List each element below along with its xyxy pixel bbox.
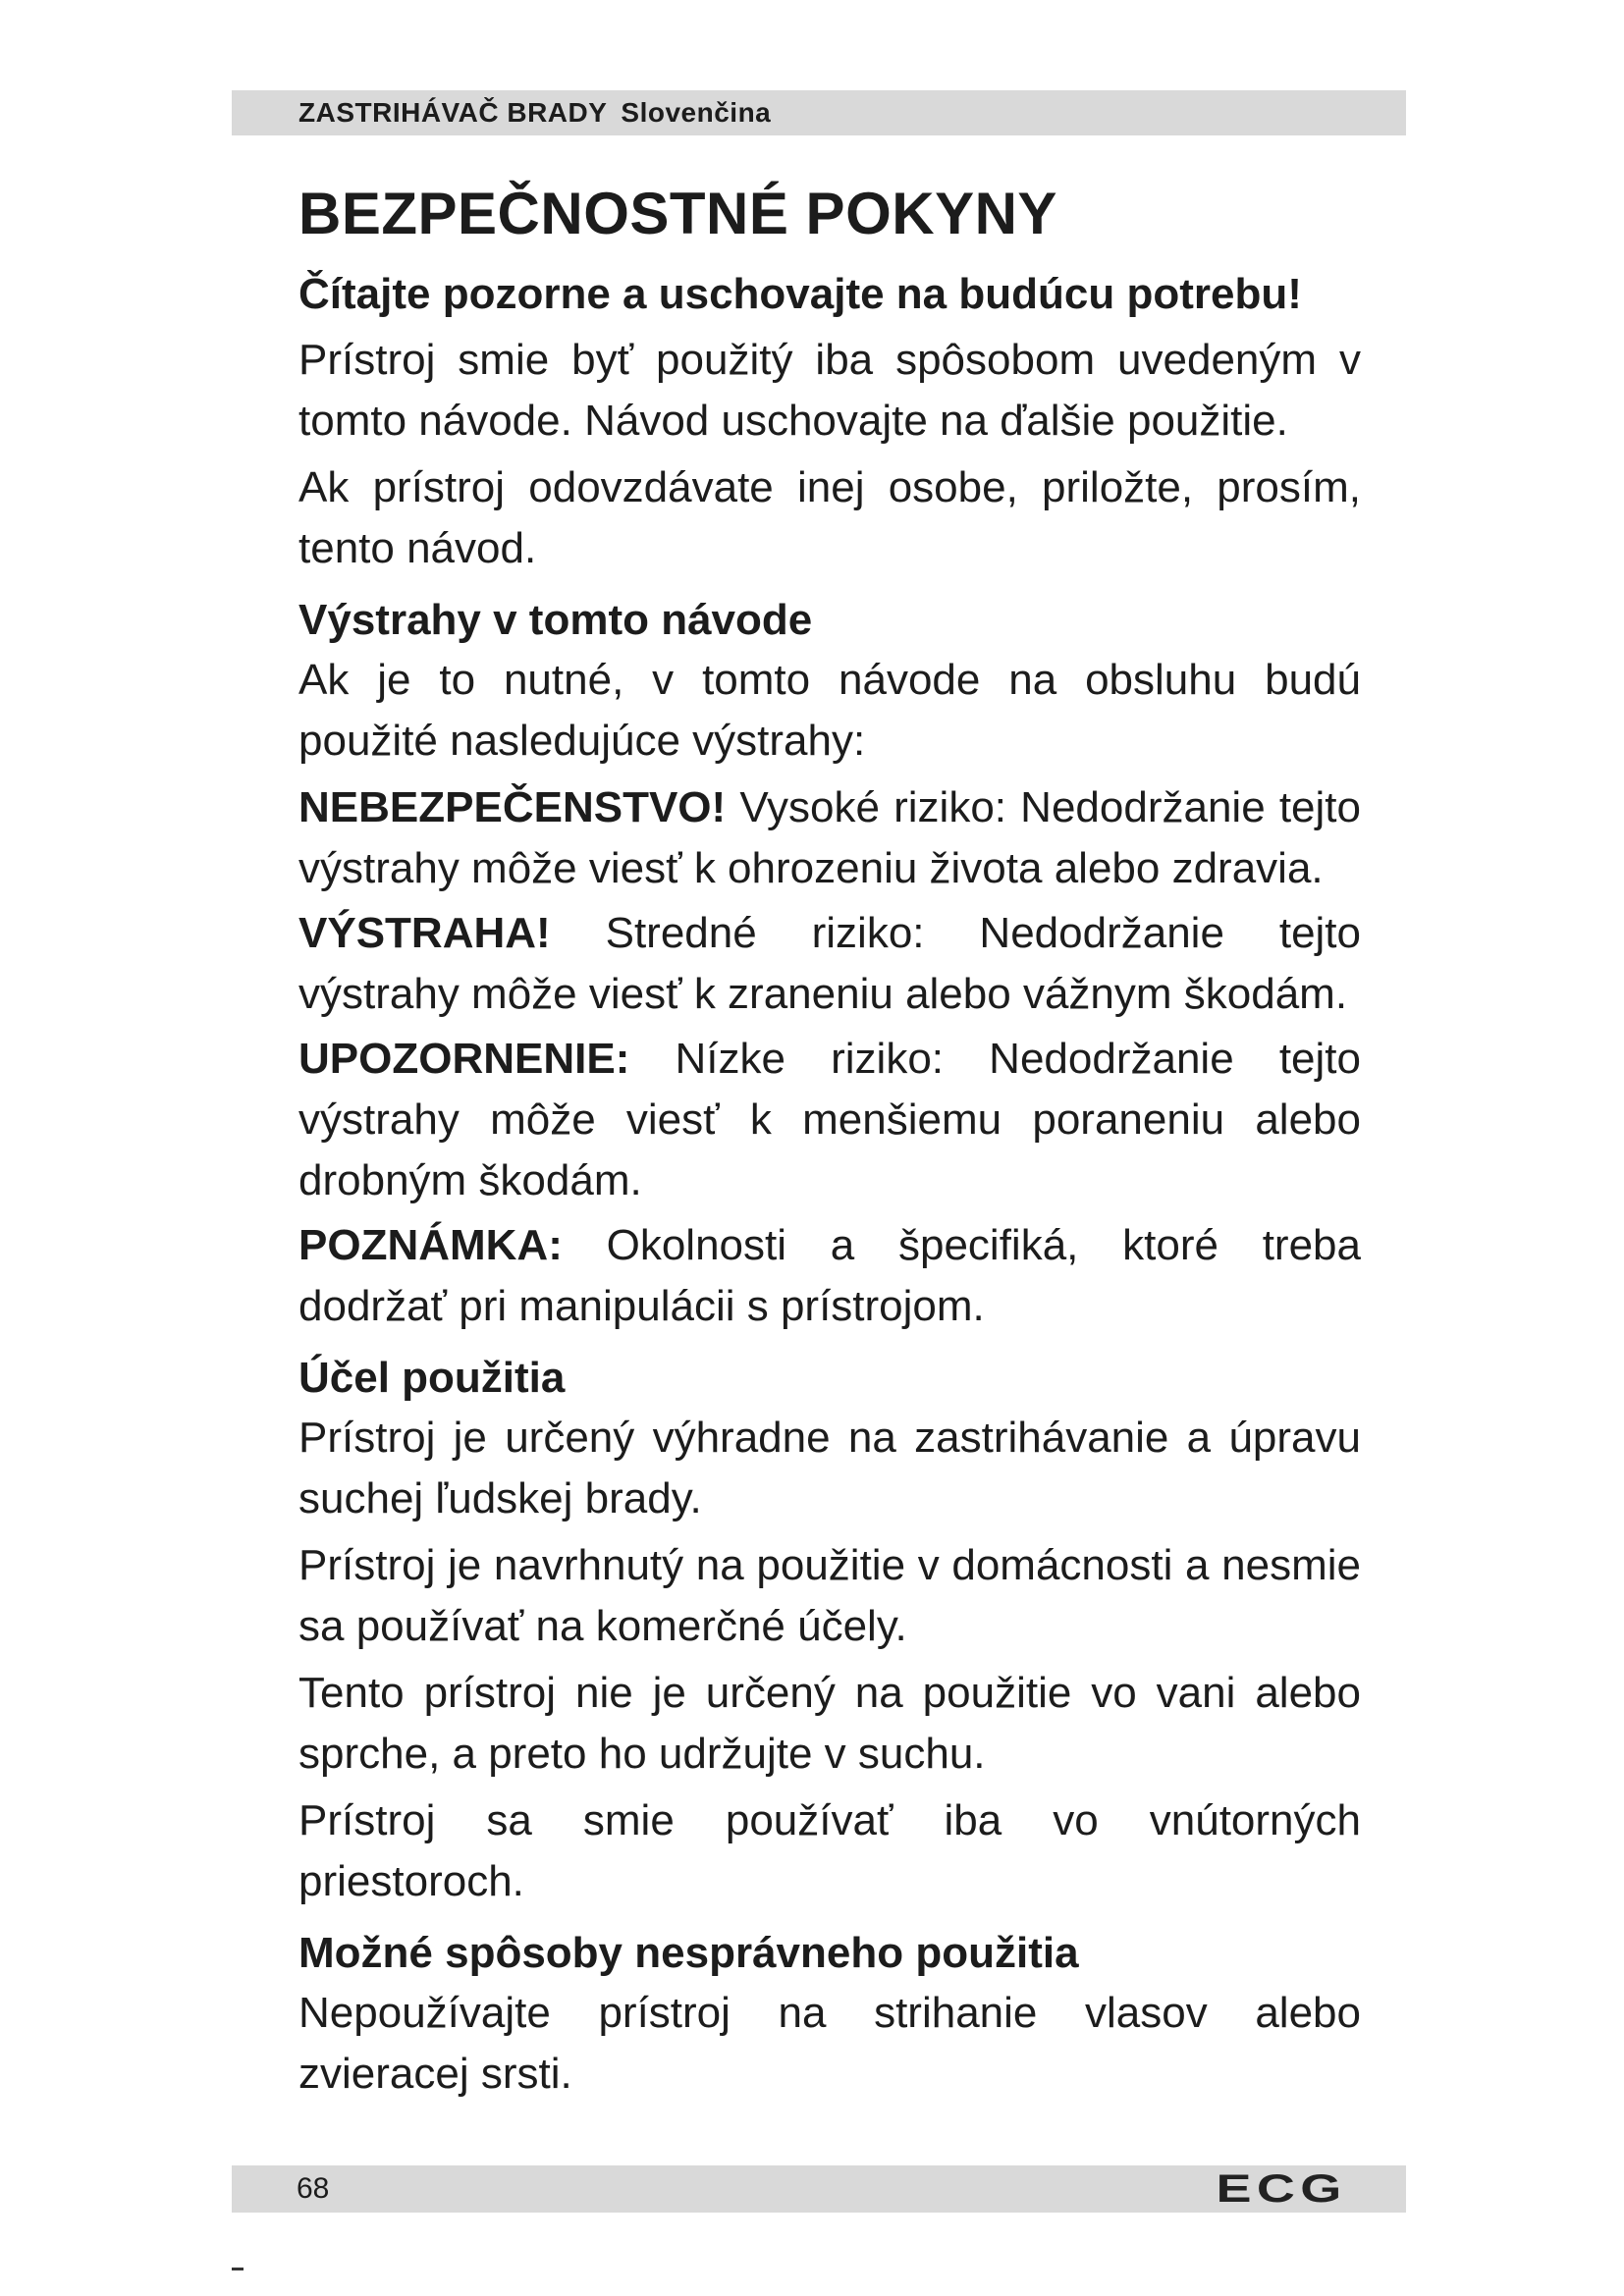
purpose-paragraph: Tento prístroj nie je určený na použitie vo vani alebo sprche, a preto ho udržujte v suchu. [298, 1669, 1361, 1778]
warning-item-warning [298, 903, 1361, 1025]
warning-item-danger [298, 777, 1361, 899]
warning-text: Stredné riziko: Nedodržanie tejto výstrahy môže viesť k zraneniu alebo vážnym škodám. [298, 909, 1362, 1018]
warning-label: NEBEZPEČENSTVO! [298, 783, 727, 831]
running-footer [232, 2165, 1406, 2213]
warning-label: UPOZORNENIE: [298, 1035, 630, 1083]
header-language: Slovenčina [621, 97, 772, 128]
warning-text: Okolnosti a špecifiká, ktoré treba dodržať pri manipulácii s prístrojom. [298, 1221, 1361, 1330]
warning-item-note [298, 1215, 1361, 1337]
warning-text: Vysoké riziko: Nedodržanie tejto výstrahy môže viesť k ohrozeniu života alebo zdravia. [298, 783, 1361, 892]
purpose-paragraph: Prístroj je určený výhradne na zastrihávanie a úpravu suchej ľudskej brady. [298, 1414, 1361, 1522]
purpose-paragraph: Prístroj je navrhnutý na použitie v domácnosti a nesmie sa používať na komerčné účely. [298, 1541, 1361, 1650]
section-heading-purpose: Účel použitia [298, 1354, 566, 1402]
warning-label: POZNÁMKA: [298, 1221, 563, 1269]
header-product: ZASTRIHÁVAČ BRADY [298, 97, 608, 128]
purpose-paragraph: Prístroj sa smie používať iba vo vnútorných priestoroch. [298, 1796, 1361, 1905]
section-heading-misuse: Možné spôsoby nesprávneho použitia [298, 1929, 1079, 1977]
misuse-paragraph: Nepoužívajte prístroj na strihanie vlasov alebo zvieracej srsti. [298, 1989, 1361, 2098]
warning-label: VÝSTRAHA! [298, 909, 551, 957]
running-header [232, 90, 1406, 135]
section-heading-warnings: Výstrahy v tomto návode [298, 596, 813, 644]
intro-paragraph: Ak prístroj odovzdávate inej osobe, priložte, prosím, tento návod. [298, 463, 1361, 572]
crop-mark [232, 2268, 244, 2270]
warnings-list [298, 777, 1361, 1337]
page-title: BEZPEČNOSTNÉ POKYNY [298, 181, 1057, 246]
intro-paragraph: Prístroj smie byť použitý iba spôsobom uvedeným v tomto návode. Návod uschovajte na ďalšie použitie. [298, 336, 1361, 445]
warning-item-caution [298, 1029, 1361, 1211]
page-content [298, 165, 1361, 2110]
warnings-intro: Ak je to nutné, v tomto návode na obsluhu budú použité nasledujúce výstrahy: [298, 656, 1361, 765]
brand-logo: ECG [1216, 2166, 1347, 2211]
page-subtitle: Čítajte pozorne a uschovajte na budúcu potrebu! [298, 270, 1302, 318]
warning-text: Nízke riziko: Nedodržanie tejto výstrahy môže viesť k menšiemu poraneniu alebo drobným škodám. [298, 1035, 1361, 1204]
page-number: 68 [297, 2172, 330, 2205]
